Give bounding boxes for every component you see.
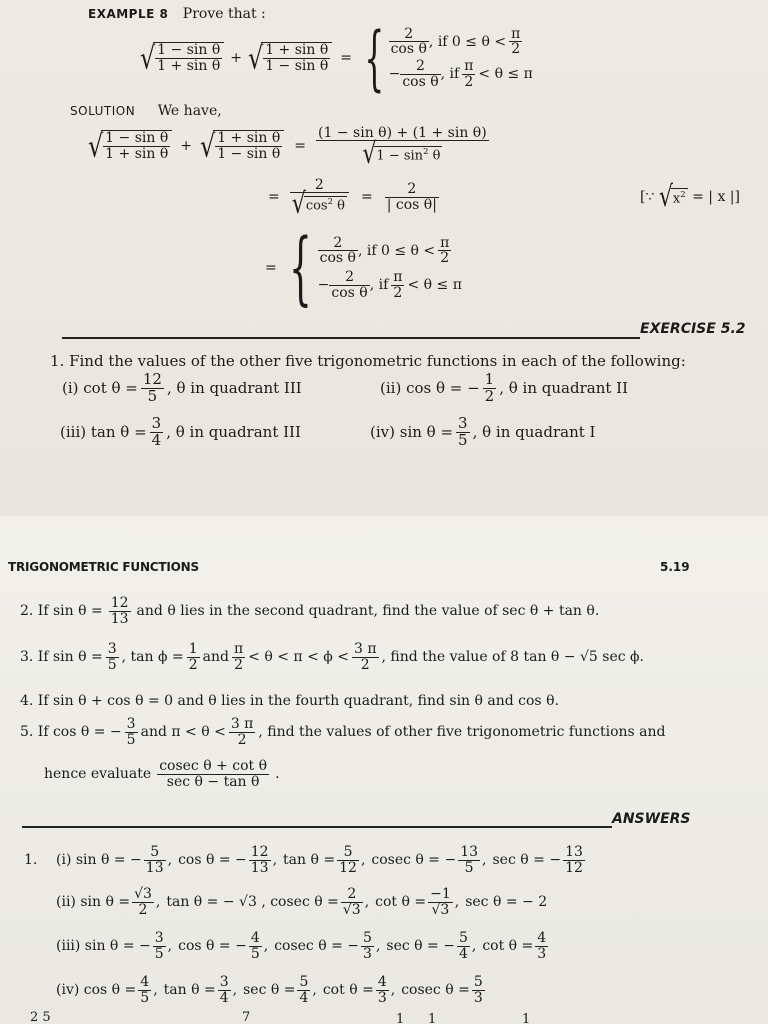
exercise-question-4: 4. If sin θ + cos θ = 0 and θ lies in the fourth quadrant, find sin θ and cos θ.: [20, 693, 559, 709]
fraction-numerator: 3: [219, 973, 229, 990]
answer-term: [323, 975, 395, 1005]
answer-fraction: [376, 975, 389, 1005]
answer-term: [178, 931, 268, 961]
q1-part-iii: (iii) tan θ = $\frac{3}{4}$ , θ in quadrant III: [60, 414, 301, 449]
answer-fraction: [153, 931, 166, 961]
answer-fraction: [249, 931, 262, 961]
solution-line-3: = { $\frac{2}{\text{cos θ}}$ , if 0 ≤ θ < $\frac{\pi}{2}$ − $\frac{2}{\text{cos θ}}$ , if $\frac{\pi}{2}$ < θ ≤ π: [265, 221, 462, 314]
answer-term-label: cosec θ = −: [274, 938, 360, 954]
solution-note: [∵ $√x^2$ = | x |]: [640, 180, 740, 214]
answer-row-iii: [56, 924, 550, 968]
answer-separator: ,: [482, 852, 487, 868]
exercise-question-5: 5. If cos θ = − $\frac{3}{5}$ and π < θ < $\frac{3 \pi}{2}$ , find the values of other five trigonometric functions and: [20, 715, 666, 748]
answer-separator: ,: [155, 894, 161, 910]
answer-separator: ,: [364, 894, 370, 910]
answer-fraction: [361, 931, 374, 961]
answer-separator: ,: [167, 852, 173, 868]
answer-term-label: tan θ = − √3 , cosec θ =: [166, 894, 339, 910]
answer-separator: ,: [232, 982, 238, 998]
answer-term: [178, 845, 277, 875]
answer-term-label: sec θ = − 2: [465, 894, 548, 910]
answer-term-label: sec θ = −: [386, 938, 455, 954]
answer-term: [243, 975, 317, 1005]
exercise-question-3: 3. If sin θ = $\frac{3}{5}$ , tan ϕ = $\frac{1}{2}$ and $\frac{\pi}{2}$ < θ < π < ϕ < $\frac{3 \pi}{2}$ , find the value of 8 tan θ − √5 sec ϕ.: [20, 641, 645, 673]
answer-separator: ,: [312, 982, 317, 998]
fraction-numerator: 5: [299, 973, 309, 990]
answer-separator: ,: [454, 894, 460, 910]
answer-term: [375, 887, 459, 917]
answer-fraction: [535, 931, 548, 961]
example-prompt: Prove that :: [182, 6, 266, 22]
fraction-numerator: −1: [430, 885, 451, 902]
exercise-question-2: 2. If sin θ = $\frac{12}{13}$ and θ lies in the second quadrant, find the value of sec θ + tan θ.: [20, 595, 600, 627]
cut-off-text-right-b: 1: [428, 1012, 437, 1024]
answer-term-label: tan θ =: [283, 852, 336, 868]
running-header: TRIGONOMETRIC FUNCTIONS: [8, 560, 199, 574]
answer-fraction: [458, 845, 480, 875]
answer-fraction: [457, 931, 470, 961]
answer-term: [371, 845, 486, 875]
fraction-numerator: 4: [377, 973, 387, 990]
q1-part-ii: (ii) cos θ = − $\frac{1}{2}$ , θ in quadrant II: [380, 370, 629, 405]
solution-brace: {: [288, 221, 312, 314]
answer-term: [166, 887, 369, 917]
answer-term-label: (iii) sin θ = −: [56, 938, 151, 954]
answer-fraction: [337, 845, 359, 875]
fraction-denominator: 13: [250, 859, 269, 876]
answer-term-label: cos θ = −: [178, 852, 247, 868]
fraction-numerator: 4: [140, 973, 150, 990]
exercise-rule: [62, 337, 640, 339]
example-radical-1: √ $\frac{\text{1 − sin θ}}{\text{1 + sin θ}}$: [140, 42, 224, 73]
fraction-denominator: 3: [377, 989, 387, 1006]
answer-fraction: [297, 975, 310, 1005]
answers-title: ANSWERS: [612, 811, 691, 827]
fraction-denominator: 4: [219, 989, 229, 1006]
answer-separator: ,: [471, 938, 477, 954]
answer-fraction: [144, 845, 166, 875]
exercise-title: EXERCISE 5.2: [640, 321, 746, 337]
fraction-denominator: 5: [458, 860, 480, 876]
fraction-numerator: 5: [150, 843, 160, 860]
fraction-denominator: 5: [140, 989, 150, 1006]
question-5-evaluate: hence evaluate $\frac{\text{cosec θ + cot θ}}{\text{sec θ − tan θ}}$ .: [44, 757, 280, 790]
page-number: 5.19: [660, 560, 690, 574]
q1-part-i: (i) cot θ = $\frac{12}{5}$ , θ in quadrant III: [62, 370, 302, 405]
answer-term-label: (ii) sin θ =: [56, 894, 131, 910]
fraction-denominator: 3: [537, 945, 547, 962]
cut-off-text-mid: 7: [242, 1010, 251, 1024]
fraction-denominator: 2: [132, 902, 154, 918]
fraction-denominator: √3: [428, 902, 453, 918]
answers-rule: [22, 826, 612, 828]
solution-intro: We have,: [157, 103, 222, 119]
exercise-question-1: 1. Find the values of the other five trigonometric functions in each of the following:: [50, 352, 686, 370]
answer-term-label: cot θ =: [482, 938, 534, 954]
cut-off-text-right-c: 1: [522, 1012, 531, 1024]
answer-fraction: [132, 887, 154, 917]
answer-term-label: sec θ =: [243, 982, 296, 998]
cut-off-text-right-a: 1: [396, 1012, 405, 1024]
answer-row-ii: [56, 880, 547, 924]
answer-fraction: [472, 975, 485, 1005]
fraction-denominator: √3: [342, 901, 361, 918]
answer-term-label: cot θ =: [322, 982, 374, 998]
answer-row-iv: [56, 968, 487, 1012]
fraction-numerator: 5: [458, 929, 468, 946]
fraction-numerator: 12: [250, 843, 269, 860]
answer-term: [56, 931, 172, 961]
answer-term: [274, 931, 380, 961]
solution-label: SOLUTION: [70, 104, 136, 118]
answer-term-label: sec θ = −: [492, 852, 562, 868]
answer-separator: ,: [153, 982, 158, 998]
answer-separator: ,: [167, 938, 173, 954]
fraction-denominator: 3: [473, 989, 483, 1006]
answer-fraction: [563, 845, 585, 875]
example-cases: $\frac{2}{\text{cos θ}}$ , if 0 ≤ θ < $\frac{\pi}{2}$ − $\frac{2}{\text{cos θ}}$ , if $\frac{\pi}{2}$ < θ ≤ π: [388, 25, 533, 90]
cut-off-text-left: 2 5: [30, 1010, 51, 1024]
answer-term-label: (i) sin θ = −: [56, 852, 142, 868]
answer-term-label: cosec θ =: [401, 982, 470, 998]
answer-fraction: [249, 845, 271, 875]
fraction-numerator: 2: [347, 885, 357, 902]
answer-separator: ,: [263, 938, 269, 954]
fraction-numerator: 5: [343, 843, 353, 860]
fraction-denominator: 12: [339, 859, 357, 876]
example-equation: √ $\frac{\text{1 − sin θ}}{\text{1 + sin θ}}$ + √ $\frac{\text{1 + sin θ}}{\text{1 − sin θ}}$ = { $\frac{2}{\text{cos θ}}$ , if 0 ≤ θ < $\frac{\pi}{2}$ − $\frac{2}{\text{cos θ}}$ , if $\frac{\pi}{2}$ < θ ≤ π: [140, 17, 533, 99]
answer-term: [482, 931, 550, 961]
fraction-numerator: 13: [565, 843, 583, 860]
answer-term: [56, 845, 172, 875]
answer-term: [386, 931, 476, 961]
answer-term: [493, 845, 587, 875]
answer-fraction: [218, 975, 231, 1005]
answer-term-label: cosec θ = −: [371, 852, 457, 868]
answer-term-label: cos θ = −: [178, 938, 247, 954]
answer-term-label: cot θ =: [375, 894, 427, 910]
example-radical-2: √ $\frac{\text{1 + sin θ}}{\text{1 − sin θ}}$: [248, 42, 332, 73]
fraction-denominator: 13: [145, 859, 164, 876]
fraction-numerator: 4: [537, 929, 547, 946]
answer-term: [465, 894, 547, 910]
solution-line-2: = $\frac{2}{√\cos^2 \theta}$ = $\frac{2}{\text{| cos θ|}}$: [268, 176, 437, 221]
fraction-numerator: 5: [473, 973, 483, 990]
fraction-numerator: 3: [154, 929, 164, 946]
answer-row-i: [56, 838, 587, 882]
answer-separator: ,: [375, 938, 381, 954]
answer-term: [401, 975, 487, 1005]
answer-term-label: (iv) cos θ =: [56, 982, 137, 998]
fraction-numerator: 5: [363, 929, 372, 946]
fraction-numerator: 13: [460, 843, 479, 860]
answer-separator: ,: [360, 852, 366, 868]
fraction-denominator: 5: [154, 945, 164, 962]
answer-term: [56, 975, 158, 1005]
example-brace: {: [364, 17, 385, 99]
textbook-page-bottom: [0, 516, 768, 1024]
fraction-denominator: 4: [299, 989, 309, 1006]
solution-heading: [70, 103, 222, 119]
fraction-denominator: 12: [565, 859, 583, 876]
fraction-numerator: √3: [134, 885, 152, 902]
answer-fraction: [341, 887, 363, 917]
solution-line-1: √ $\frac{\text{1 − sin θ}}{\text{1 + sin θ}}$ + √ $\frac{\text{1 + sin θ}}{\text{1 − sin θ}}$ = $\frac{\text{(1 − sin θ) + (1 + sin θ)}}{√1 - \sin^2 \theta}$: [88, 124, 487, 171]
example-label: EXAMPLE 8: [88, 7, 169, 21]
answer-term-label: tan θ =: [163, 982, 216, 998]
answer-term: [283, 845, 365, 875]
fraction-numerator: 4: [250, 929, 260, 946]
answer-separator: ,: [390, 982, 396, 998]
q1-part-iv: (iv) sin θ = $\frac{3}{5}$ , θ in quadrant I: [370, 414, 596, 449]
fraction-denominator: 4: [458, 945, 468, 962]
answer-number-1: 1.: [24, 852, 38, 868]
answer-separator: ,: [272, 852, 278, 868]
answer-fraction: [428, 887, 453, 917]
answer-term: [164, 975, 237, 1005]
answer-term: [56, 887, 160, 917]
fraction-denominator: 3: [363, 945, 372, 962]
answer-fraction: [138, 975, 151, 1005]
fraction-denominator: 5: [250, 945, 260, 962]
